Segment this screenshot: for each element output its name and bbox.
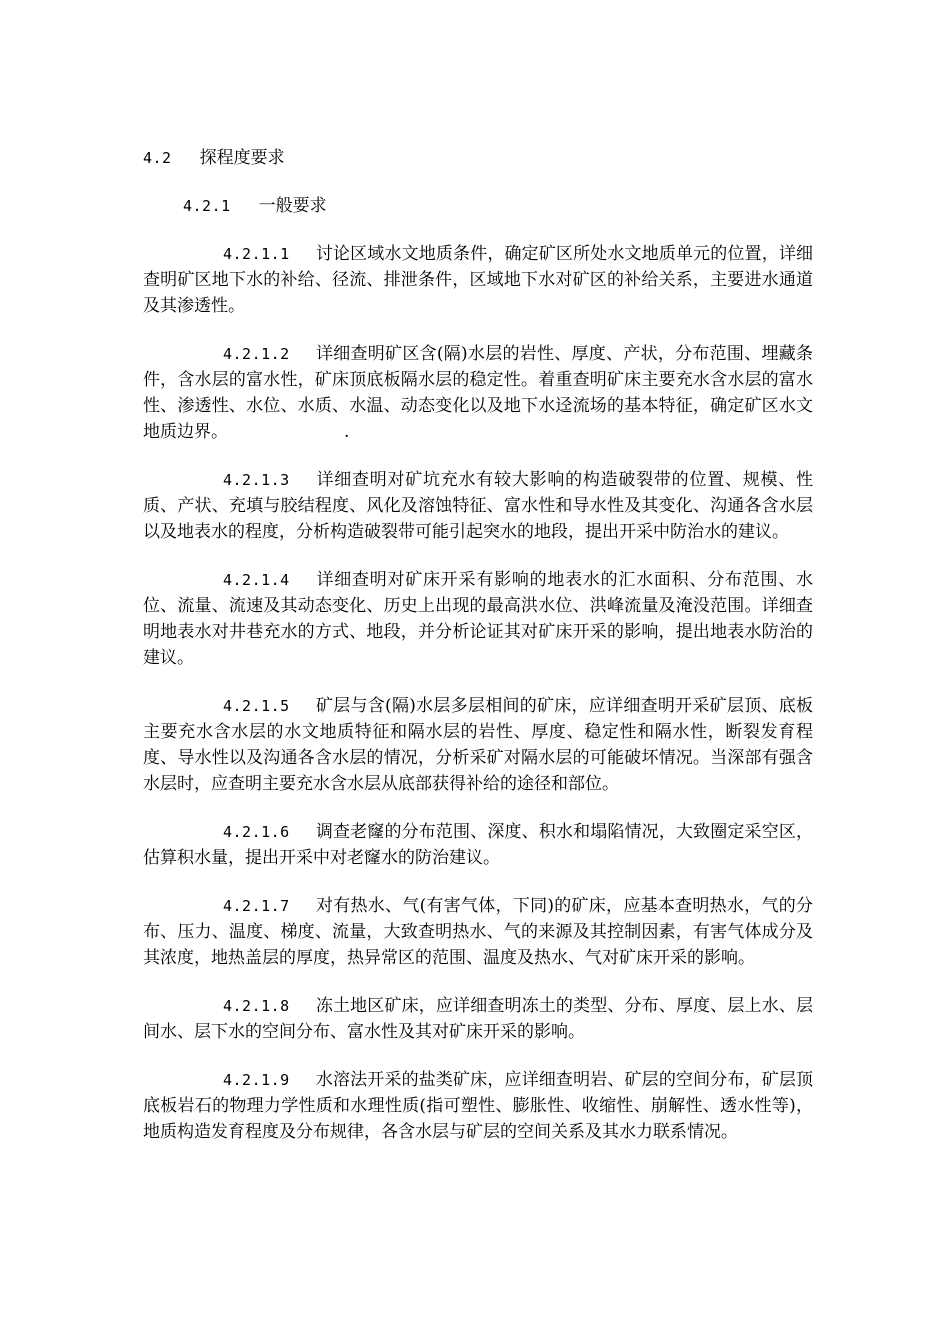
paragraph-number: 4.2.1.8 — [223, 997, 290, 1015]
subsection-title: 一般要求 — [258, 196, 327, 216]
paragraph-4-2-1-8 — [143, 993, 813, 1045]
paragraph-4-2-1-9 — [143, 1067, 813, 1145]
paragraph-4-2-1-1 — [143, 241, 813, 319]
paragraph-number: 4.2.1.5 — [223, 697, 290, 715]
paragraph-4-2-1-4 — [143, 567, 813, 671]
paragraph-4-2-1-2 — [143, 341, 813, 445]
paragraph-4-2-1-7 — [143, 893, 813, 971]
paragraph-number: 4.2.1.3 — [223, 471, 290, 489]
paragraph-number: 4.2.1.2 — [223, 345, 290, 363]
paragraph-number: 4.2.1.9 — [223, 1071, 290, 1089]
paragraph-4-2-1-5 — [143, 693, 813, 797]
paragraph-text: 矿层与含(隔)水层多层相间的矿床，应详细查明开采矿层顶、底板主要充水含水层的水文地质特征和隔水层的岩性、厚度、稳定性和隔水性，断裂发育程度、导水性以及沟通各含水层的情况，分析采矿对隔水层的可能破坏情况。当深部有强含水层时，应查明主要充水含水层从底部获得补给的途径和部位。 — [143, 696, 813, 794]
subsection-heading — [143, 193, 813, 219]
paragraph-text: 调查老窿的分布范围、深度、积水和塌陷情况，大致圈定采空区，估算积水量，提出开采中对老窿水的防治建议。 — [143, 822, 813, 868]
stray-period: . — [344, 422, 350, 442]
paragraph-number: 4.2.1.7 — [223, 897, 290, 915]
paragraph-4-2-1-3 — [143, 467, 813, 545]
paragraph-number: 4.2.1.6 — [223, 823, 290, 841]
paragraph-text: 水溶法开采的盐类矿床，应详细查明岩、矿层的空间分布，矿层顶底板岩石的物理力学性质和水理性质(指可塑性、膨胀性、收缩性、崩解性、透水性等)，地质构造发育程度及分布规律，各含水层与矿层的空间关系及其水力联系情况。 — [143, 1070, 813, 1142]
paragraph-4-2-1-6 — [143, 819, 813, 871]
paragraph-text: 讨论区域水文地质条件，确定矿区所处水文地质单元的位置，详细查明矿区地下水的补给、径流、排泄条件，区域地下水对矿区的补给关系，主要进水通道及其渗透性。 — [143, 244, 813, 316]
section-heading — [143, 145, 813, 171]
paragraph-number: 4.2.1.1 — [223, 245, 290, 263]
paragraph-text: 对有热水、气(有害气体，下同)的矿床，应基本查明热水，气的分布、压力、温度、梯度、流量，大致查明热水、气的来源及其控制因素，有害气体成分及其浓度，地热盖层的厚度，热异常区的范围、温度及热水、气对矿床开采的影响。 — [143, 896, 813, 968]
section-number: 4.2 — [143, 149, 172, 167]
paragraph-text: 详细查明矿区含(隔)水层的岩性、厚度、产状，分布范围、埋藏条件，含水层的富水性，矿床顶底板隔水层的稳定性。着重查明矿床主要充水含水层的富水性、渗透性、水位、水质、水温、动态变化以及地下水迳流场的基本特征，确定矿区水文地质边界。 — [143, 344, 813, 442]
paragraph-text: 冻土地区矿床，应详细查明冻土的类型、分布、厚度、层上水、层间水、层下水的空间分布、富水性及其对矿床开采的影响。 — [143, 996, 813, 1042]
paragraph-text: 详细查明对矿坑充水有较大影响的构造破裂带的位置、规模、性质、产状、充填与胶结程度、风化及溶蚀特征、富水性和导水性及其变化、沟通各含水层以及地表水的程度，分析构造破裂带可能引起突水的地段，提出开采中防治水的建议。 — [143, 470, 813, 542]
section-title: 探程度要求 — [199, 148, 285, 168]
paragraph-number: 4.2.1.4 — [223, 571, 290, 589]
document-body — [143, 145, 813, 1145]
paragraph-text: 详细查明对矿床开采有影响的地表水的汇水面积、分布范围、水位、流量、流速及其动态变化、历史上出现的最高洪水位、洪峰流量及淹没范围。详细查明地表水对井巷充水的方式、地段，并分析论证其对矿床开采的影响，提出地表水防治的建议。 — [143, 570, 813, 668]
subsection-number: 4.2.1 — [183, 197, 231, 215]
